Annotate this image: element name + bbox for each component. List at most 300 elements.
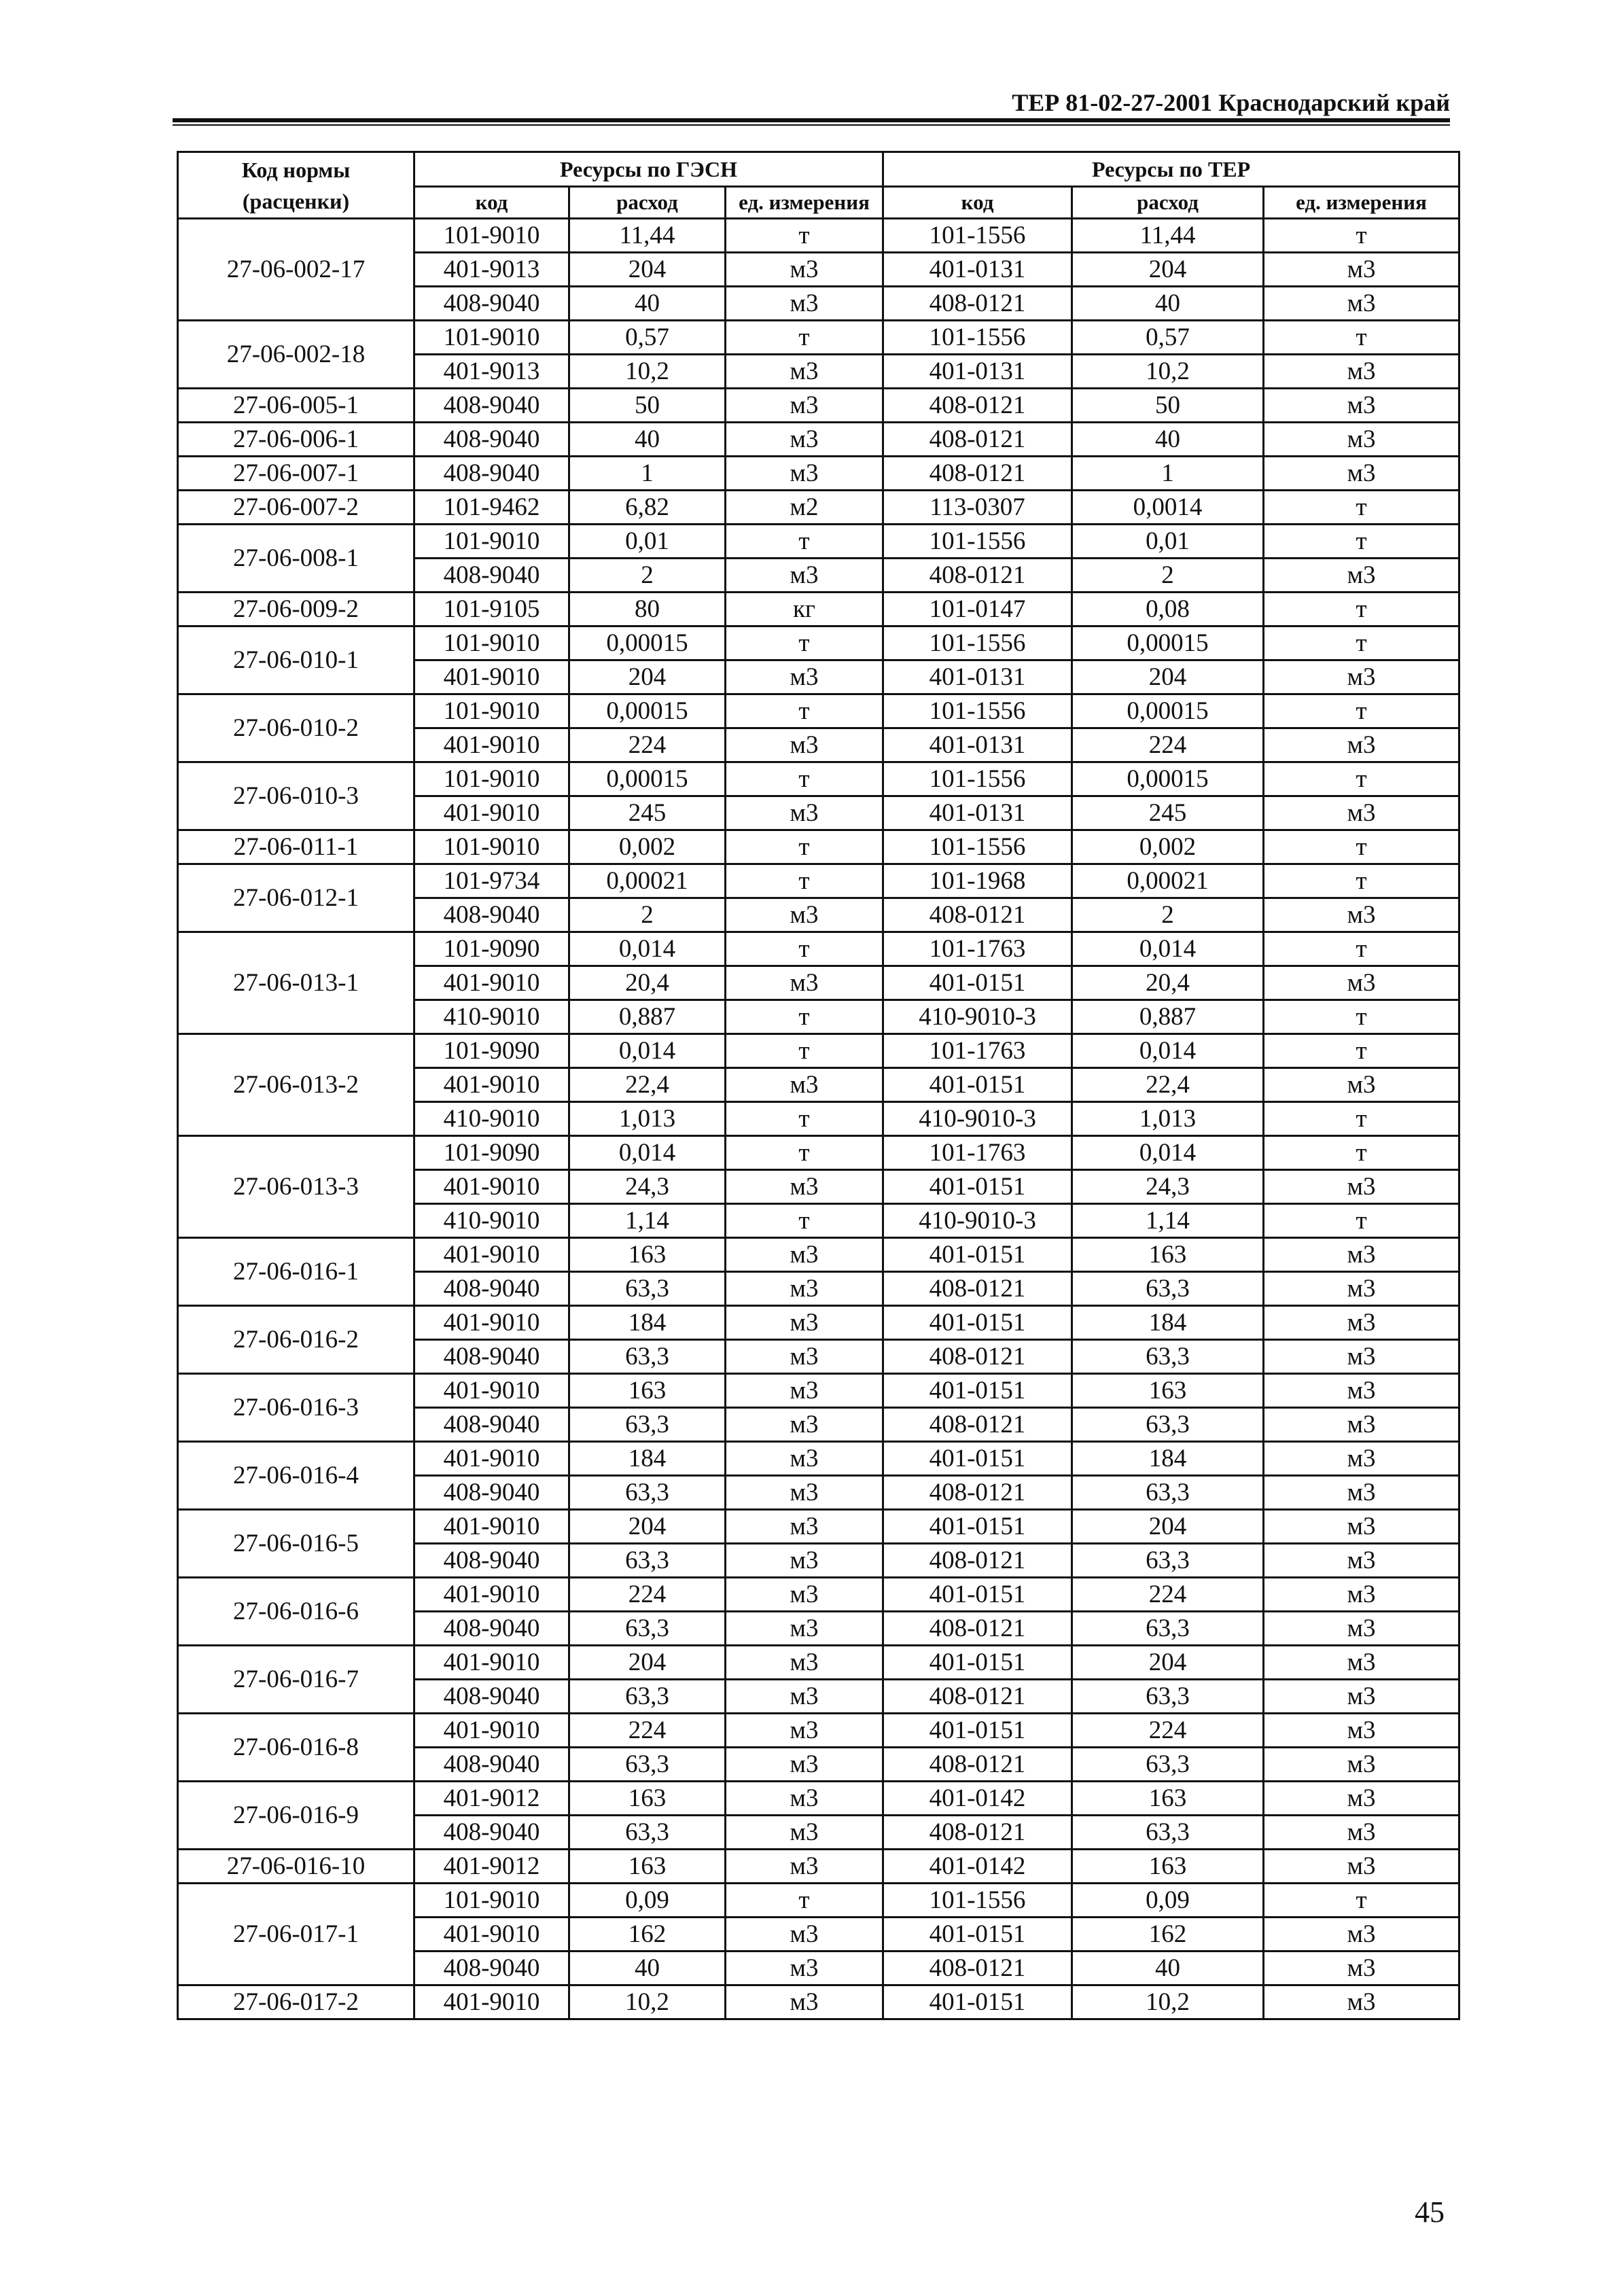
gesn-unit-header: ед. измерения bbox=[726, 187, 883, 219]
ter-consumption-cell: 163 bbox=[1072, 1782, 1264, 1816]
gesn-code-cell: 408-9040 bbox=[414, 389, 569, 423]
gesn-code-cell: 101-9010 bbox=[414, 219, 569, 253]
ter-consumption-cell: 0,00015 bbox=[1072, 626, 1264, 660]
ter-consumption-cell: 0,09 bbox=[1072, 1884, 1264, 1918]
ter-unit-cell: м3 bbox=[1264, 1272, 1459, 1306]
gesn-consumption-cell: 162 bbox=[569, 1918, 726, 1951]
gesn-consumption-cell: 0,014 bbox=[569, 932, 726, 966]
norm-code-cell: 27-06-010-2 bbox=[178, 694, 414, 762]
ter-consumption-cell: 163 bbox=[1072, 1238, 1264, 1272]
ter-unit-cell: м3 bbox=[1264, 1068, 1459, 1102]
table-row bbox=[178, 1782, 1459, 1816]
ter-code-cell: 101-1763 bbox=[883, 932, 1072, 966]
gesn-consumption-cell: 204 bbox=[569, 253, 726, 287]
ter-code-cell: 408-0121 bbox=[883, 1680, 1072, 1714]
gesn-unit-cell: м3 bbox=[726, 1680, 883, 1714]
ter-code-cell: 408-0121 bbox=[883, 457, 1072, 491]
ter-code-cell: 401-0151 bbox=[883, 1510, 1072, 1544]
ter-code-cell: 401-0131 bbox=[883, 660, 1072, 694]
ter-code-cell: 401-0151 bbox=[883, 1442, 1072, 1476]
ter-consumption-cell: 63,3 bbox=[1072, 1408, 1264, 1442]
gesn-consumption-cell: 63,3 bbox=[569, 1408, 726, 1442]
ter-unit-cell: м3 bbox=[1264, 1985, 1459, 2019]
gesn-consumption-cell: 63,3 bbox=[569, 1816, 726, 1850]
ter-code-cell: 401-0151 bbox=[883, 1646, 1072, 1680]
ter-unit-cell: м3 bbox=[1264, 966, 1459, 1000]
ter-consumption-cell: 204 bbox=[1072, 1510, 1264, 1544]
norm-code-cell: 27-06-008-1 bbox=[178, 525, 414, 593]
ter-consumption-cell: 63,3 bbox=[1072, 1680, 1264, 1714]
gesn-code-cell: 408-9040 bbox=[414, 1340, 569, 1374]
gesn-group-header: Ресурсы по ГЭСН bbox=[414, 152, 883, 187]
norm-code-cell: 27-06-016-3 bbox=[178, 1374, 414, 1442]
ter-code-cell: 408-0121 bbox=[883, 1408, 1072, 1442]
table-row bbox=[178, 932, 1459, 966]
gesn-consumption-cell: 63,3 bbox=[569, 1340, 726, 1374]
gesn-consumption-cell: 184 bbox=[569, 1442, 726, 1476]
gesn-code-cell: 408-9040 bbox=[414, 423, 569, 457]
ter-unit-cell: м3 bbox=[1264, 1374, 1459, 1408]
ter-consumption-cell: 63,3 bbox=[1072, 1612, 1264, 1646]
ter-unit-cell: т bbox=[1264, 1000, 1459, 1034]
ter-code-cell: 101-1556 bbox=[883, 762, 1072, 796]
ter-consumption-cell: 63,3 bbox=[1072, 1340, 1264, 1374]
gesn-unit-cell: м3 bbox=[726, 796, 883, 830]
ter-code-cell: 101-1763 bbox=[883, 1034, 1072, 1068]
gesn-unit-cell: м3 bbox=[726, 1748, 883, 1782]
ter-consumption-cell: 0,014 bbox=[1072, 932, 1264, 966]
gesn-consumption-cell: 245 bbox=[569, 796, 726, 830]
ter-code-cell: 401-0151 bbox=[883, 1985, 1072, 2019]
gesn-consumption-cell: 10,2 bbox=[569, 1985, 726, 2019]
gesn-unit-cell: м3 bbox=[726, 1068, 883, 1102]
ter-consumption-cell: 1 bbox=[1072, 457, 1264, 491]
ter-consumption-cell: 163 bbox=[1072, 1374, 1264, 1408]
gesn-code-cell: 101-9105 bbox=[414, 593, 569, 626]
norm-code-cell: 27-06-009-2 bbox=[178, 593, 414, 626]
table-row bbox=[178, 1238, 1459, 1272]
gesn-unit-cell: кг bbox=[726, 593, 883, 626]
table-row bbox=[178, 694, 1459, 728]
gesn-code-cell: 410-9010 bbox=[414, 1102, 569, 1136]
gesn-code-cell: 408-9040 bbox=[414, 1816, 569, 1850]
gesn-unit-cell: м3 bbox=[726, 728, 883, 762]
gesn-consumption-cell: 40 bbox=[569, 1951, 726, 1985]
ter-consumption-cell: 63,3 bbox=[1072, 1272, 1264, 1306]
table-row bbox=[178, 321, 1459, 355]
table-row bbox=[178, 626, 1459, 660]
gesn-unit-cell: м3 bbox=[726, 1442, 883, 1476]
gesn-unit-cell: м3 bbox=[726, 1272, 883, 1306]
ter-consumption-cell: 40 bbox=[1072, 1951, 1264, 1985]
ter-code-cell: 401-0131 bbox=[883, 355, 1072, 389]
table-row bbox=[178, 1034, 1459, 1068]
norm-code-cell: 27-06-011-1 bbox=[178, 830, 414, 864]
gesn-consumption-cell: 2 bbox=[569, 898, 726, 932]
ter-consumption-cell: 204 bbox=[1072, 660, 1264, 694]
norm-code-cell: 27-06-002-18 bbox=[178, 321, 414, 389]
gesn-consumption-cell: 40 bbox=[569, 287, 726, 321]
ter-code-cell: 401-0151 bbox=[883, 1714, 1072, 1748]
ter-unit-cell: м3 bbox=[1264, 355, 1459, 389]
gesn-unit-cell: м3 bbox=[726, 1714, 883, 1748]
gesn-consumption-cell: 22,4 bbox=[569, 1068, 726, 1102]
ter-code-cell: 401-0151 bbox=[883, 1578, 1072, 1612]
ter-code-cell: 408-0121 bbox=[883, 1748, 1072, 1782]
ter-consumption-cell: 63,3 bbox=[1072, 1544, 1264, 1578]
gesn-unit-cell: м3 bbox=[726, 423, 883, 457]
gesn-unit-cell: м3 bbox=[726, 1578, 883, 1612]
ter-consumption-cell: 10,2 bbox=[1072, 1985, 1264, 2019]
gesn-consumption-cell: 0,014 bbox=[569, 1136, 726, 1170]
ter-code-cell: 101-1556 bbox=[883, 694, 1072, 728]
norm-code-cell: 27-06-007-2 bbox=[178, 491, 414, 525]
norm-code-cell: 27-06-013-1 bbox=[178, 932, 414, 1034]
ter-code-cell: 401-0151 bbox=[883, 1068, 1072, 1102]
ter-consumption-cell: 204 bbox=[1072, 253, 1264, 287]
ter-consumption-cell: 184 bbox=[1072, 1442, 1264, 1476]
ter-code-cell: 410-9010-3 bbox=[883, 1102, 1072, 1136]
norm-code-header bbox=[178, 152, 414, 219]
document-title: ТЕР 81-02-27-2001 Краснодарский край bbox=[1012, 89, 1450, 116]
gesn-consumption-cell: 40 bbox=[569, 423, 726, 457]
gesn-code-cell: 408-9040 bbox=[414, 1612, 569, 1646]
gesn-unit-cell: м3 bbox=[726, 1951, 883, 1985]
ter-code-cell: 408-0121 bbox=[883, 898, 1072, 932]
ter-unit-cell: т bbox=[1264, 1136, 1459, 1170]
ter-consumption-cell: 50 bbox=[1072, 389, 1264, 423]
ter-code-cell: 408-0121 bbox=[883, 287, 1072, 321]
gesn-code-cell: 101-9090 bbox=[414, 1136, 569, 1170]
table-row bbox=[178, 423, 1459, 457]
ter-consumption-cell: 22,4 bbox=[1072, 1068, 1264, 1102]
gesn-unit-cell: м3 bbox=[726, 1408, 883, 1442]
gesn-code-cell: 401-9010 bbox=[414, 966, 569, 1000]
ter-consumption-header: расход bbox=[1072, 187, 1264, 219]
ter-unit-cell: т bbox=[1264, 762, 1459, 796]
ter-code-cell: 101-1556 bbox=[883, 525, 1072, 559]
ter-code-cell: 408-0121 bbox=[883, 1340, 1072, 1374]
gesn-consumption-cell: 184 bbox=[569, 1306, 726, 1340]
gesn-code-cell: 408-9040 bbox=[414, 287, 569, 321]
gesn-code-cell: 408-9040 bbox=[414, 1544, 569, 1578]
ter-consumption-cell: 162 bbox=[1072, 1918, 1264, 1951]
ter-code-cell: 401-0131 bbox=[883, 728, 1072, 762]
ter-unit-cell: м3 bbox=[1264, 1578, 1459, 1612]
gesn-code-cell: 408-9040 bbox=[414, 1680, 569, 1714]
table-row bbox=[178, 1442, 1459, 1476]
gesn-unit-cell: т bbox=[726, 1034, 883, 1068]
gesn-unit-cell: м3 bbox=[726, 1238, 883, 1272]
table-row bbox=[178, 525, 1459, 559]
gesn-code-cell: 401-9010 bbox=[414, 1442, 569, 1476]
gesn-code-cell: 101-9462 bbox=[414, 491, 569, 525]
ter-unit-cell: м3 bbox=[1264, 1238, 1459, 1272]
ter-unit-cell: м3 bbox=[1264, 1850, 1459, 1884]
ter-consumption-cell: 0,57 bbox=[1072, 321, 1264, 355]
ter-unit-cell: м3 bbox=[1264, 1951, 1459, 1985]
ter-consumption-cell: 11,44 bbox=[1072, 219, 1264, 253]
ter-code-cell: 101-1556 bbox=[883, 626, 1072, 660]
ter-code-cell: 408-0121 bbox=[883, 423, 1072, 457]
norm-code-cell: 27-06-016-8 bbox=[178, 1714, 414, 1782]
gesn-unit-cell: т bbox=[726, 1136, 883, 1170]
gesn-code-cell: 408-9040 bbox=[414, 559, 569, 593]
gesn-unit-cell: м3 bbox=[726, 287, 883, 321]
ter-consumption-cell: 0,01 bbox=[1072, 525, 1264, 559]
ter-code-cell: 408-0121 bbox=[883, 1816, 1072, 1850]
gesn-consumption-cell: 204 bbox=[569, 660, 726, 694]
gesn-consumption-cell: 20,4 bbox=[569, 966, 726, 1000]
gesn-code-cell: 408-9040 bbox=[414, 1408, 569, 1442]
norm-code-cell: 27-06-010-3 bbox=[178, 762, 414, 830]
ter-consumption-cell: 24,3 bbox=[1072, 1170, 1264, 1204]
gesn-consumption-cell: 63,3 bbox=[569, 1544, 726, 1578]
gesn-consumption-cell: 1,013 bbox=[569, 1102, 726, 1136]
ter-unit-cell: т bbox=[1264, 694, 1459, 728]
ter-unit-cell: м3 bbox=[1264, 1918, 1459, 1951]
gesn-consumption-cell: 0,00015 bbox=[569, 762, 726, 796]
norm-code-cell: 27-06-016-1 bbox=[178, 1238, 414, 1306]
gesn-unit-cell: м3 bbox=[726, 1985, 883, 2019]
gesn-unit-cell: м3 bbox=[726, 1544, 883, 1578]
gesn-consumption-cell: 80 bbox=[569, 593, 726, 626]
table-row bbox=[178, 1850, 1459, 1884]
norm-code-cell: 27-06-012-1 bbox=[178, 864, 414, 932]
norm-code-cell: 27-06-017-2 bbox=[178, 1985, 414, 2019]
norm-code-cell: 27-06-010-1 bbox=[178, 626, 414, 694]
ter-unit-cell: м3 bbox=[1264, 1510, 1459, 1544]
ter-unit-cell: т bbox=[1264, 219, 1459, 253]
ter-code-cell: 401-0151 bbox=[883, 1306, 1072, 1340]
ter-unit-cell: т bbox=[1264, 593, 1459, 626]
gesn-consumption-cell: 204 bbox=[569, 1646, 726, 1680]
ter-consumption-cell: 204 bbox=[1072, 1646, 1264, 1680]
ter-code-cell: 401-0151 bbox=[883, 1374, 1072, 1408]
gesn-code-cell: 101-9090 bbox=[414, 932, 569, 966]
ter-consumption-cell: 0,014 bbox=[1072, 1136, 1264, 1170]
ter-unit-cell: м3 bbox=[1264, 1544, 1459, 1578]
gesn-code-cell: 401-9010 bbox=[414, 1578, 569, 1612]
gesn-unit-cell: м3 bbox=[726, 1476, 883, 1510]
ter-code-cell: 101-1556 bbox=[883, 321, 1072, 355]
ter-code-cell: 408-0121 bbox=[883, 1272, 1072, 1306]
gesn-code-cell: 101-9010 bbox=[414, 321, 569, 355]
ter-unit-cell: т bbox=[1264, 525, 1459, 559]
gesn-code-cell: 408-9040 bbox=[414, 898, 569, 932]
ter-code-cell: 408-0121 bbox=[883, 1951, 1072, 1985]
gesn-code-cell: 401-9010 bbox=[414, 1985, 569, 2019]
gesn-unit-cell: т bbox=[726, 762, 883, 796]
norm-code-cell: 27-06-006-1 bbox=[178, 423, 414, 457]
gesn-unit-cell: м3 bbox=[726, 660, 883, 694]
gesn-unit-cell: м3 bbox=[726, 1306, 883, 1340]
ter-code-cell: 408-0121 bbox=[883, 389, 1072, 423]
ter-unit-cell: т bbox=[1264, 932, 1459, 966]
gesn-unit-cell: м3 bbox=[726, 1782, 883, 1816]
gesn-consumption-cell: 163 bbox=[569, 1374, 726, 1408]
gesn-code-cell: 401-9010 bbox=[414, 660, 569, 694]
norm-code-header-line1: Код нормы bbox=[241, 157, 351, 182]
gesn-unit-cell: т bbox=[726, 1000, 883, 1034]
norm-code-cell: 27-06-016-10 bbox=[178, 1850, 414, 1884]
ter-consumption-cell: 0,887 bbox=[1072, 1000, 1264, 1034]
gesn-unit-cell: т bbox=[726, 1204, 883, 1238]
gesn-unit-cell: м3 bbox=[726, 1340, 883, 1374]
gesn-consumption-cell: 0,09 bbox=[569, 1884, 726, 1918]
gesn-consumption-cell: 2 bbox=[569, 559, 726, 593]
gesn-consumption-cell: 63,3 bbox=[569, 1476, 726, 1510]
ter-code-cell: 401-0142 bbox=[883, 1782, 1072, 1816]
table-row bbox=[178, 1510, 1459, 1544]
table-row bbox=[178, 864, 1459, 898]
norm-code-cell: 27-06-016-4 bbox=[178, 1442, 414, 1510]
ter-consumption-cell: 1,14 bbox=[1072, 1204, 1264, 1238]
gesn-unit-cell: т bbox=[726, 321, 883, 355]
ter-unit-cell: м3 bbox=[1264, 1442, 1459, 1476]
ter-unit-header: ед. измерения bbox=[1264, 187, 1459, 219]
norm-code-cell: 27-06-013-3 bbox=[178, 1136, 414, 1238]
gesn-consumption-cell: 224 bbox=[569, 1578, 726, 1612]
gesn-consumption-cell: 0,57 bbox=[569, 321, 726, 355]
norm-code-cell: 27-06-016-2 bbox=[178, 1306, 414, 1374]
ter-unit-cell: т bbox=[1264, 321, 1459, 355]
gesn-unit-cell: т bbox=[726, 525, 883, 559]
gesn-code-cell: 101-9010 bbox=[414, 830, 569, 864]
gesn-code-cell: 401-9010 bbox=[414, 1714, 569, 1748]
ter-consumption-cell: 1,013 bbox=[1072, 1102, 1264, 1136]
header-rule bbox=[173, 118, 1450, 122]
gesn-consumption-cell: 11,44 bbox=[569, 219, 726, 253]
gesn-code-cell: 101-9090 bbox=[414, 1034, 569, 1068]
gesn-consumption-cell: 163 bbox=[569, 1238, 726, 1272]
gesn-code-cell: 401-9010 bbox=[414, 1510, 569, 1544]
ter-code-cell: 401-0151 bbox=[883, 1238, 1072, 1272]
gesn-unit-cell: м3 bbox=[726, 1374, 883, 1408]
table-row bbox=[178, 389, 1459, 423]
ter-consumption-cell: 224 bbox=[1072, 1578, 1264, 1612]
ter-unit-cell: т bbox=[1264, 1034, 1459, 1068]
ter-code-cell: 408-0121 bbox=[883, 559, 1072, 593]
table-row bbox=[178, 1306, 1459, 1340]
table-row bbox=[178, 762, 1459, 796]
ter-unit-cell: м3 bbox=[1264, 1714, 1459, 1748]
page-header bbox=[173, 88, 1450, 129]
ter-consumption-cell: 2 bbox=[1072, 559, 1264, 593]
ter-unit-cell: м3 bbox=[1264, 1612, 1459, 1646]
ter-unit-cell: м3 bbox=[1264, 660, 1459, 694]
gesn-unit-cell: м3 bbox=[726, 1170, 883, 1204]
gesn-consumption-cell: 63,3 bbox=[569, 1272, 726, 1306]
ter-consumption-cell: 163 bbox=[1072, 1850, 1264, 1884]
gesn-consumption-cell: 1 bbox=[569, 457, 726, 491]
ter-consumption-cell: 0,0014 bbox=[1072, 491, 1264, 525]
gesn-code-cell: 408-9040 bbox=[414, 1272, 569, 1306]
gesn-consumption-cell: 0,014 bbox=[569, 1034, 726, 1068]
table-row bbox=[178, 491, 1459, 525]
gesn-consumption-cell: 0,002 bbox=[569, 830, 726, 864]
ter-consumption-cell: 0,08 bbox=[1072, 593, 1264, 626]
ter-unit-cell: м3 bbox=[1264, 1340, 1459, 1374]
gesn-code-cell: 101-9734 bbox=[414, 864, 569, 898]
ter-code-cell: 401-0131 bbox=[883, 796, 1072, 830]
table-row bbox=[178, 1646, 1459, 1680]
table-row bbox=[178, 1884, 1459, 1918]
gesn-unit-cell: м3 bbox=[726, 1850, 883, 1884]
ter-code-cell: 410-9010-3 bbox=[883, 1000, 1072, 1034]
gesn-consumption-cell: 1,14 bbox=[569, 1204, 726, 1238]
gesn-unit-cell: м3 bbox=[726, 253, 883, 287]
gesn-consumption-cell: 0,01 bbox=[569, 525, 726, 559]
ter-code-cell: 401-0142 bbox=[883, 1850, 1072, 1884]
table-row bbox=[178, 219, 1459, 253]
norm-code-cell: 27-06-016-5 bbox=[178, 1510, 414, 1578]
gesn-code-cell: 408-9040 bbox=[414, 1748, 569, 1782]
gesn-unit-cell: т bbox=[726, 830, 883, 864]
gesn-code-cell: 101-9010 bbox=[414, 1884, 569, 1918]
ter-unit-cell: т bbox=[1264, 626, 1459, 660]
gesn-code-cell: 401-9010 bbox=[414, 1646, 569, 1680]
gesn-code-cell: 101-9010 bbox=[414, 762, 569, 796]
gesn-code-cell: 401-9013 bbox=[414, 355, 569, 389]
gesn-consumption-cell: 224 bbox=[569, 728, 726, 762]
ter-unit-cell: м3 bbox=[1264, 559, 1459, 593]
gesn-unit-cell: м3 bbox=[726, 1612, 883, 1646]
gesn-consumption-cell: 63,3 bbox=[569, 1680, 726, 1714]
ter-consumption-cell: 224 bbox=[1072, 728, 1264, 762]
ter-unit-cell: м3 bbox=[1264, 728, 1459, 762]
table-row bbox=[178, 830, 1459, 864]
gesn-unit-cell: м3 bbox=[726, 1646, 883, 1680]
ter-consumption-cell: 40 bbox=[1072, 287, 1264, 321]
ter-unit-cell: м3 bbox=[1264, 1782, 1459, 1816]
gesn-code-cell: 401-9010 bbox=[414, 1068, 569, 1102]
ter-unit-cell: т bbox=[1264, 830, 1459, 864]
ter-code-cell: 101-1556 bbox=[883, 830, 1072, 864]
ter-code-cell: 101-1763 bbox=[883, 1136, 1072, 1170]
ter-consumption-cell: 0,002 bbox=[1072, 830, 1264, 864]
gesn-code-cell: 401-9010 bbox=[414, 1306, 569, 1340]
gesn-unit-cell: м3 bbox=[726, 898, 883, 932]
ter-unit-cell: т bbox=[1264, 1204, 1459, 1238]
gesn-code-cell: 401-9012 bbox=[414, 1850, 569, 1884]
ter-unit-cell: м3 bbox=[1264, 1646, 1459, 1680]
table-row bbox=[178, 457, 1459, 491]
ter-unit-cell: м3 bbox=[1264, 1748, 1459, 1782]
norm-code-cell: 27-06-017-1 bbox=[178, 1884, 414, 1985]
ter-code-cell: 410-9010-3 bbox=[883, 1204, 1072, 1238]
norm-code-cell: 27-06-013-2 bbox=[178, 1034, 414, 1136]
resources-table bbox=[177, 151, 1460, 2020]
ter-unit-cell: м3 bbox=[1264, 1680, 1459, 1714]
gesn-unit-cell: т bbox=[726, 626, 883, 660]
ter-unit-cell: м3 bbox=[1264, 457, 1459, 491]
ter-consumption-cell: 224 bbox=[1072, 1714, 1264, 1748]
norm-code-cell: 27-06-016-9 bbox=[178, 1782, 414, 1850]
gesn-code-cell: 410-9010 bbox=[414, 1204, 569, 1238]
gesn-code-cell: 401-9013 bbox=[414, 253, 569, 287]
ter-consumption-cell: 63,3 bbox=[1072, 1816, 1264, 1850]
ter-consumption-cell: 2 bbox=[1072, 898, 1264, 932]
ter-unit-cell: м3 bbox=[1264, 1170, 1459, 1204]
gesn-consumption-cell: 0,887 bbox=[569, 1000, 726, 1034]
ter-consumption-cell: 184 bbox=[1072, 1306, 1264, 1340]
gesn-consumption-cell: 63,3 bbox=[569, 1748, 726, 1782]
gesn-consumption-cell: 63,3 bbox=[569, 1612, 726, 1646]
ter-unit-cell: м3 bbox=[1264, 1408, 1459, 1442]
gesn-code-cell: 101-9010 bbox=[414, 626, 569, 660]
table-row bbox=[178, 593, 1459, 626]
